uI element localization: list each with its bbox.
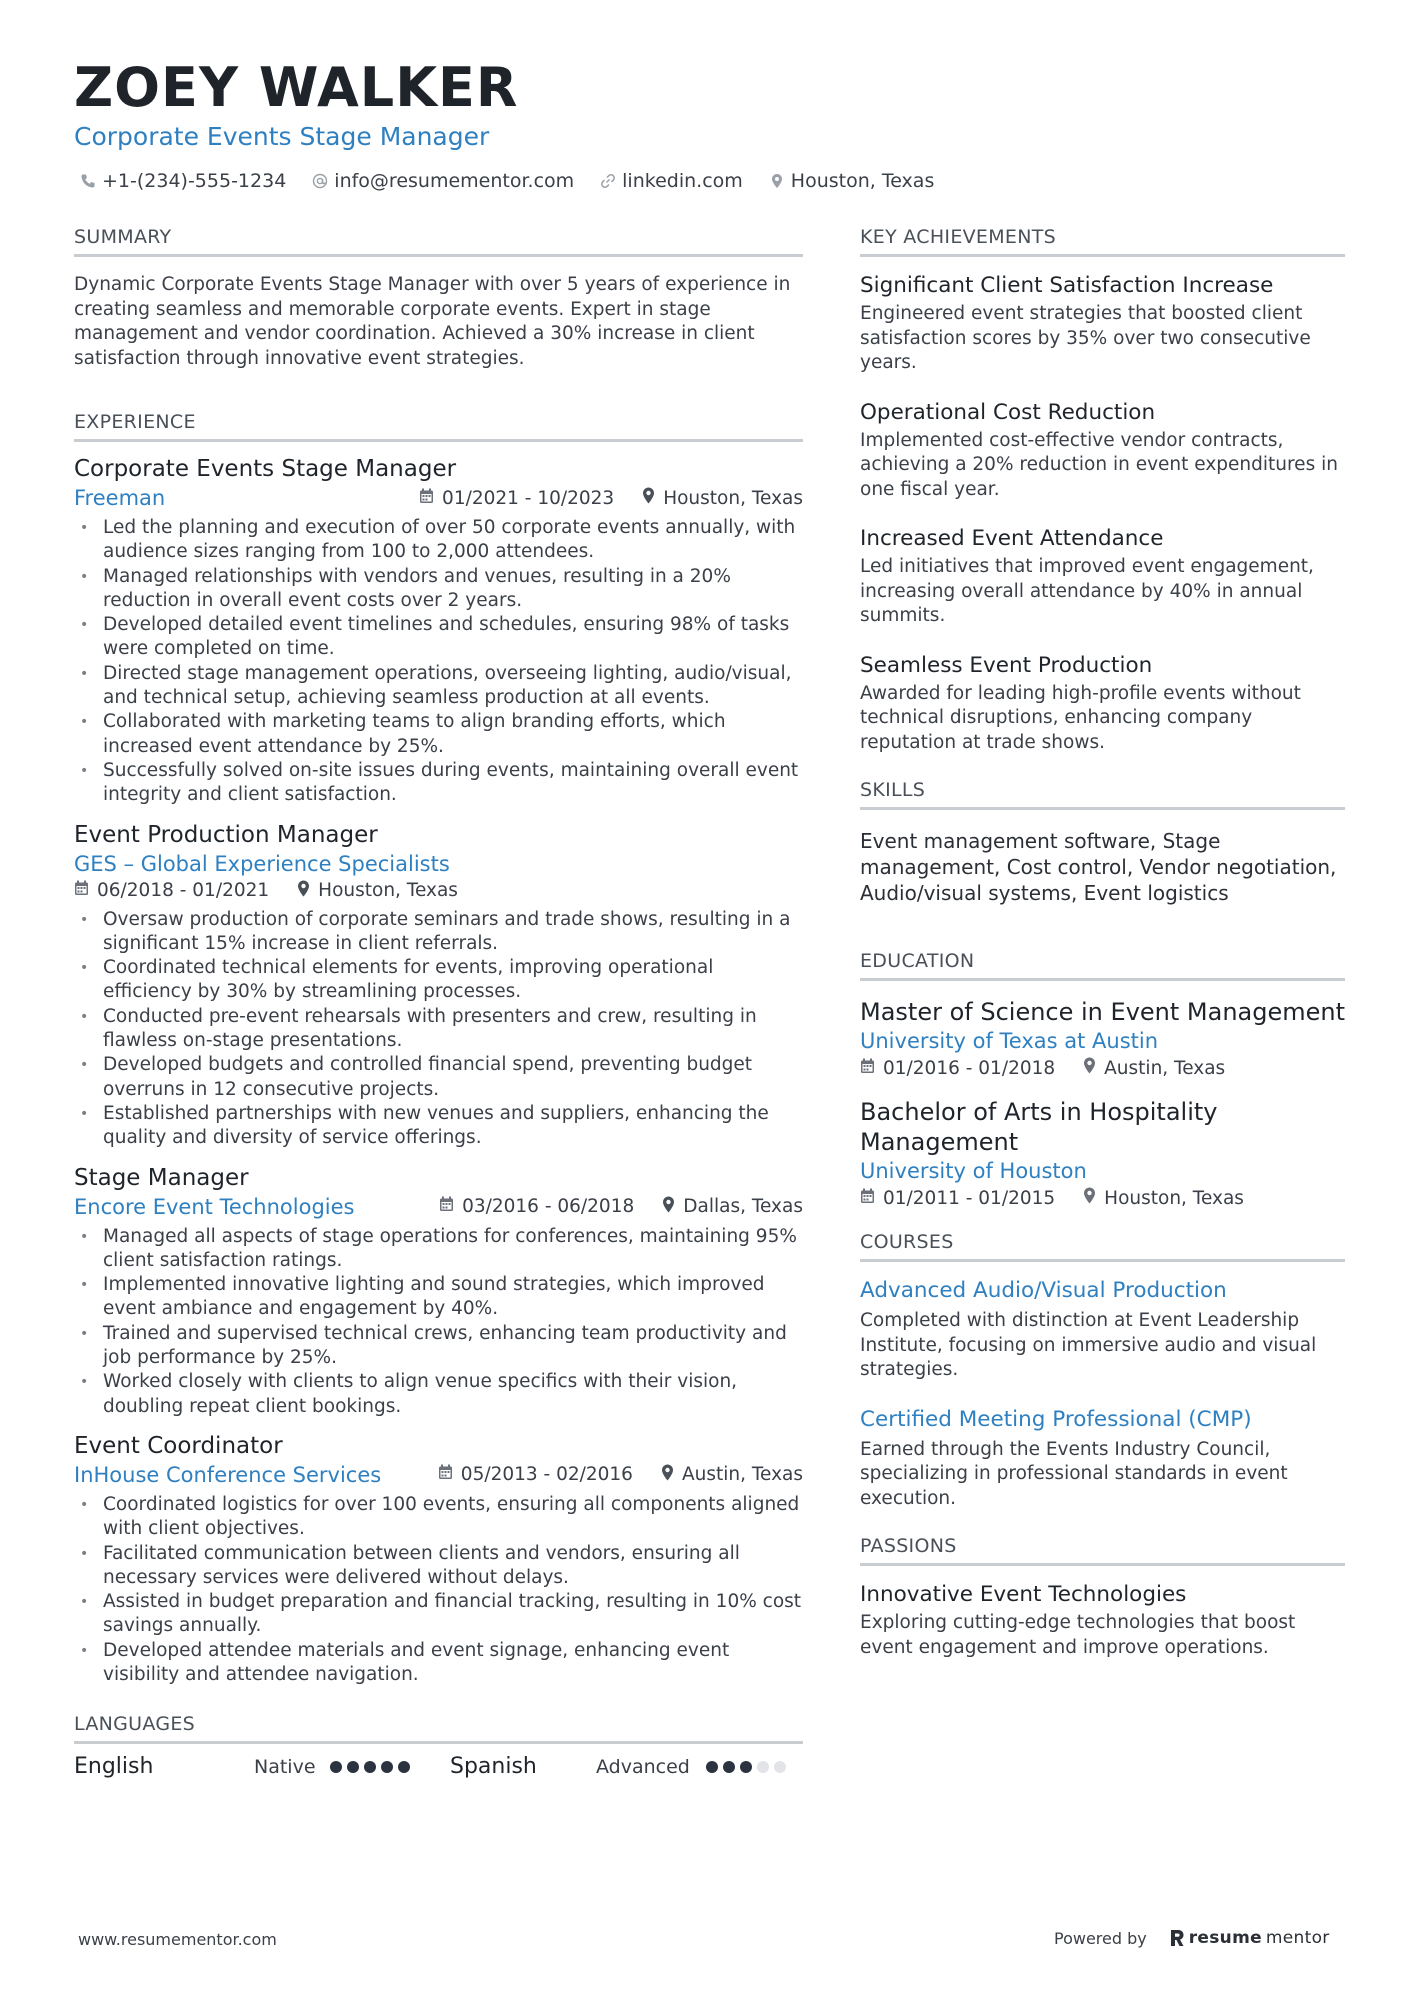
candidate-name: ZOEY WALKER <box>74 56 519 119</box>
summary-text: Dynamic Corporate Events Stage Manager with over 5 years of experience in creating seamless and memorable corporate events. Expert in stage management and vendor coordination. Achieved a 30% increase in client satisfaction through innovative event strategies. <box>74 274 791 369</box>
job-dates-text: 03/2016 - 06/2018 <box>462 1196 635 1218</box>
job-location-text: Houston, Texas <box>318 880 458 902</box>
contact-email <box>312 170 574 192</box>
job-dates-text: 01/2021 - 10/2023 <box>442 487 615 509</box>
education-degree: Bachelor of Arts in Hospitality Management <box>860 1098 1218 1156</box>
job-company: GES – Global Experience Specialists <box>74 851 450 876</box>
link-icon <box>600 173 616 189</box>
education-location <box>1083 1057 1225 1079</box>
education-meta <box>860 1057 1345 1079</box>
map-pin-icon <box>662 1196 675 1218</box>
job-company: Encore Event Technologies <box>74 1194 355 1219</box>
contact-location <box>769 170 935 192</box>
job-bullet: • Implemented innovative lighting and sound strategies, which improved event ambiance and engagement by 40%. <box>74 1273 803 1322</box>
education-location <box>1083 1187 1244 1209</box>
achievements-section <box>860 226 1345 755</box>
passion-title: Innovative Event Technologies <box>860 1582 1187 1607</box>
contact-phone <box>80 170 286 192</box>
language-rating <box>706 1761 786 1773</box>
job-bullets <box>74 516 803 808</box>
language-level: Advanced <box>596 1755 690 1778</box>
job-meta <box>419 487 803 509</box>
rating-dot-filled <box>398 1761 410 1773</box>
job-location <box>297 880 458 902</box>
job-entry <box>74 1431 803 1687</box>
achievement-title: Significant Client Satisfaction Increase <box>860 273 1274 298</box>
language-name: English <box>74 1754 154 1780</box>
job-entry <box>74 820 803 1151</box>
achievement-text: Led initiatives that improved event engagement, increasing overall attendance by 40% in annual summits. <box>860 556 1314 626</box>
footer-branding <box>1054 1928 1330 1948</box>
languages-heading: LANGUAGES <box>74 1713 803 1744</box>
education-location-text: Houston, Texas <box>1104 1187 1244 1209</box>
education-meta <box>860 1187 1345 1209</box>
map-pin-icon <box>661 1464 674 1486</box>
education-item <box>860 997 1345 1079</box>
job-entry <box>74 454 803 808</box>
job-bullet: • Led the planning and execution of over 50 corporate events annually, with audience sizes ranging from 100 to 2,000 attendees. <box>74 516 803 565</box>
experience-section <box>74 411 803 1687</box>
job-bullet: • Successfully solved on-site issues during events, maintaining overall event integrity and client satisfaction. <box>74 759 803 808</box>
achievement-item <box>860 273 1345 376</box>
job-bullet: • Trained and supervised technical crews, enhancing team productivity and job performance by 25%. <box>74 1322 803 1371</box>
course-title: Advanced Audio/Visual Production <box>860 1278 1227 1303</box>
at-icon <box>312 173 328 189</box>
job-bullet: • Developed detailed event timelines and schedules, ensuring 98% of tasks were completed on time. <box>74 613 803 662</box>
passions-section <box>860 1535 1345 1660</box>
job-location <box>661 1464 803 1486</box>
education-school: University of Texas at Austin <box>860 1029 1159 1053</box>
brand-name-light: mentor <box>1265 1928 1330 1948</box>
job-header-line <box>74 1195 803 1219</box>
course-item <box>860 1278 1345 1383</box>
skills-text: Event management software, Stage management, Cost control, Vendor negotiation, Audio/visual systems, Event logistics <box>860 829 1337 905</box>
rating-dot-filled <box>347 1761 359 1773</box>
job-bullet: • Conducted pre-event rehearsals with presenters and crew, resulting in flawless on-stage presentations. <box>74 1005 803 1054</box>
map-pin-icon <box>642 487 655 509</box>
job-bullet: • Established partnerships with new venues and suppliers, enhancing the quality and diversity of service offerings. <box>74 1102 803 1151</box>
passion-item <box>860 1582 1345 1660</box>
map-pin-icon <box>1083 1187 1096 1209</box>
calendar-icon <box>74 880 89 901</box>
achievement-title: Seamless Event Production <box>860 652 1153 678</box>
skills-section <box>860 779 1345 906</box>
calendar-icon <box>438 1464 453 1485</box>
map-pin-icon <box>769 173 785 189</box>
phone-text[interactable]: +1-(234)-555-1234 <box>102 170 287 192</box>
education-dates-text: 01/2011 - 01/2015 <box>883 1187 1056 1209</box>
education-degree: Master of Science in Event Management <box>860 998 1346 1026</box>
course-title: Certified Meeting Professional (CMP) <box>860 1406 1252 1432</box>
job-bullet: • Coordinated logistics for over 100 events, ensuring all components aligned with client objectives. <box>74 1493 803 1542</box>
job-bullet: • Coordinated technical elements for events, improving operational efficiency by 30% by streamlining processes. <box>74 956 803 1005</box>
job-location-text: Houston, Texas <box>663 487 803 509</box>
job-location <box>662 1196 803 1218</box>
job-bullet: • Directed stage management operations, overseeing lighting, audio/visual, and technical setup, achieving seamless production at all events. <box>74 662 803 711</box>
powered-by-label: Powered by <box>1054 1928 1147 1948</box>
calendar-icon <box>419 488 434 509</box>
job-bullets <box>74 908 803 1151</box>
job-dates <box>438 1464 633 1485</box>
job-bullet: • Oversaw production of corporate seminars and trade shows, resulting in a significant 15% increase in client referrals. <box>74 908 803 957</box>
job-dates-text: 05/2013 - 02/2016 <box>460 1464 633 1486</box>
job-meta <box>438 1464 803 1486</box>
brand-logo[interactable] <box>1169 1928 1330 1948</box>
job-bullet: • Managed all aspects of stage operations for conferences, maintaining 95% client satisfaction ratings. <box>74 1225 803 1274</box>
rating-dot-filled <box>381 1761 393 1773</box>
course-text: Completed with distinction at Event Leadership Institute, focusing on immersive audio and visual strategies. <box>860 1310 1317 1380</box>
achievement-text: Awarded for leading high-profile events without technical disruptions, enhancing company reputation at trade shows. <box>860 682 1301 753</box>
job-header-line <box>74 1463 803 1487</box>
achievement-title: Increased Event Attendance <box>860 526 1164 551</box>
language-list <box>74 1754 803 1779</box>
course-text: Earned through the Events Industry Council, specializing in professional standards in event execution. <box>860 1438 1288 1509</box>
achievement-text: Engineered event strategies that boosted client satisfaction scores by 35% over two consecutive years. <box>860 303 1311 373</box>
calendar-icon <box>860 1058 875 1079</box>
languages-section <box>74 1713 803 1779</box>
job-meta <box>74 880 803 902</box>
job-bullet: • Facilitated communication between clients and vendors, ensuring all necessary services were delivered without delays. <box>74 1542 803 1591</box>
rating-dot-empty <box>757 1761 769 1773</box>
course-item <box>860 1407 1345 1512</box>
email-text[interactable]: info@resumementor.com <box>334 170 575 192</box>
map-pin-icon <box>297 880 310 902</box>
courses-section <box>860 1231 1345 1511</box>
education-section <box>860 950 1345 1209</box>
job-bullet: • Developed attendee materials and event signage, enhancing event visibility and attendee navigation. <box>74 1639 803 1688</box>
rating-dot-empty <box>774 1761 786 1773</box>
achievement-item <box>860 400 1345 503</box>
calendar-icon <box>439 1196 454 1217</box>
job-company: InHouse Conference Services <box>74 1462 382 1487</box>
rating-dot-filled <box>723 1761 735 1773</box>
achievement-text: Implemented cost-effective vendor contracts, achieving a 20% reduction in event expenditures in one fiscal year. <box>860 429 1338 500</box>
rating-dot-filled <box>330 1761 342 1773</box>
achievements-heading: KEY ACHIEVEMENTS <box>860 226 1345 257</box>
contact-linkedin <box>600 170 743 192</box>
job-location-text: Dallas, Texas <box>683 1196 803 1218</box>
passions-heading: PASSIONS <box>860 1535 1345 1566</box>
rating-dot-filled <box>364 1761 376 1773</box>
education-heading: EDUCATION <box>860 950 1345 981</box>
job-company: Freeman <box>74 486 166 510</box>
rating-dot-filled <box>706 1761 718 1773</box>
brand-name-bold: resume <box>1188 1928 1262 1948</box>
job-title: Event Production Manager <box>74 821 378 848</box>
achievement-item <box>860 653 1345 756</box>
rating-dot-filled <box>740 1761 752 1773</box>
job-bullet: • Collaborated with marketing teams to align branding efforts, which increased event attendance by 25%. <box>74 710 803 759</box>
education-dates-text: 01/2016 - 01/2018 <box>883 1057 1056 1079</box>
job-dates-text: 06/2018 - 01/2021 <box>97 880 270 902</box>
map-pin-icon <box>1083 1057 1096 1079</box>
language-rating <box>330 1761 410 1773</box>
job-bullet: • Managed relationships with vendors and venues, resulting in a 20% reduction in overall event costs over 2 years. <box>74 565 803 614</box>
job-bullets <box>74 1225 803 1419</box>
education-item <box>860 1097 1345 1209</box>
job-title: Event Coordinator <box>74 1432 283 1459</box>
footer-website[interactable]: www.resumementor.com <box>78 1930 277 1949</box>
education-dates <box>860 1188 1055 1209</box>
language-level: Native <box>254 1755 316 1778</box>
job-dates <box>439 1196 634 1217</box>
linkedin-text[interactable]: linkedin.com <box>622 170 743 192</box>
phone-icon <box>80 173 96 189</box>
job-bullet: • Worked closely with clients to align venue specifics with their vision, doubling repeat client bookings. <box>74 1370 803 1419</box>
candidate-role: Corporate Events Stage Manager <box>74 122 490 151</box>
courses-heading: COURSES <box>860 1231 1345 1262</box>
education-school: University of Houston <box>860 1159 1087 1183</box>
summary-heading: SUMMARY <box>74 226 803 257</box>
left-column <box>74 226 803 1779</box>
language-name: Spanish <box>450 1754 537 1780</box>
job-location-text: Austin, Texas <box>681 1464 803 1486</box>
job-dates <box>74 880 269 901</box>
job-title: Corporate Events Stage Manager <box>74 456 457 482</box>
job-dates <box>419 488 614 509</box>
skills-heading: SKILLS <box>860 779 1345 810</box>
right-column <box>860 226 1345 1684</box>
achievement-title: Operational Cost Reduction <box>860 399 1156 425</box>
contact-bar <box>80 170 934 192</box>
achievement-item <box>860 526 1345 629</box>
resumementor-logo-icon <box>1169 1929 1185 1947</box>
job-bullets <box>74 1493 803 1687</box>
experience-heading: EXPERIENCE <box>74 411 803 442</box>
calendar-icon <box>860 1188 875 1209</box>
job-meta <box>439 1196 803 1218</box>
job-location <box>642 487 803 509</box>
job-entry <box>74 1163 803 1419</box>
location-text: Houston, Texas <box>790 170 935 192</box>
job-bullet: • Developed budgets and controlled financial spend, preventing budget overruns in 12 consecutive projects. <box>74 1053 803 1102</box>
summary-section <box>74 226 803 371</box>
job-header-line <box>74 486 803 510</box>
education-location-text: Austin, Texas <box>1104 1057 1226 1079</box>
passion-text: Exploring cutting-edge technologies that boost event engagement and improve operations. <box>860 1612 1296 1658</box>
education-dates <box>860 1058 1055 1079</box>
job-title: Stage Manager <box>74 1164 249 1191</box>
job-bullet: • Assisted in budget preparation and financial tracking, resulting in 10% cost savings annually. <box>74 1590 803 1639</box>
